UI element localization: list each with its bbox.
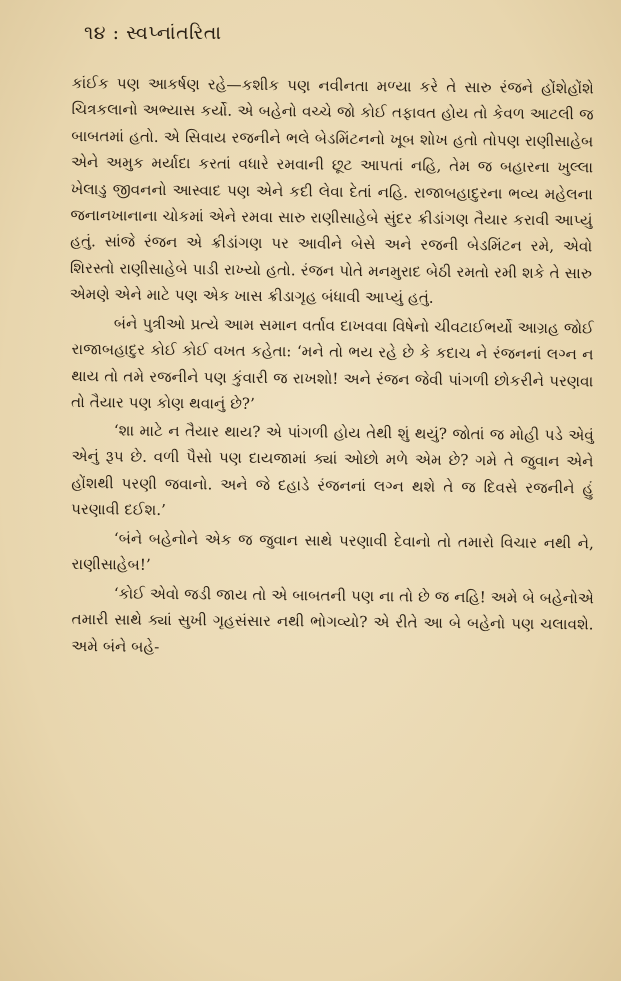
paragraph-5: ‘કોઈ એવો જડી જાય તો એ બાબતની પણ ના તો છે જ નહિ! અમે બે બહેનોએ તમારી સાથે ક્યાં સુખી ગૃહસંસાર નથી ભોગવ્યો? એ રીતે આ બે બહેનો પણ ચલાવશે. અમે બંને બહે-: [71, 584, 594, 656]
chapter-title: સ્વપ્નાંતરિતા: [126, 22, 222, 44]
paragraph-3: ‘શા માટે ન તૈયાર થાય? એ પાંગળી હોય તેથી શું થયું? જોતાં જ મોહી પડે એવું એનું રૂપ છે. વળી પૈસો પણ દાયજામાં ક્યાં ઓછો મળે એમ છે? ગમે તે જુવાન એને હોંશથી પરણી જવાનો. અને જે દહાડે રંજનનાં લગ્ન થશે તે જ દિવસે રજનીને હું પરણાવી દઈશ.’: [70, 421, 594, 520]
paragraph-4: ‘બંને બહેનોને એક જ જુવાન સાથે પરણાવી દેવાનો તો તમારો વિચાર નથી ને, રાણીસાહેબ!’: [71, 529, 594, 575]
paragraph-2: બંને પુત્રીઓ પ્રત્યે આમ સમાન વર્તાવ દાખવવા વિષેનો ચીવટાઈભર્યો આગ્રહ જોઈ રાજાબહાદુર કોઈ કોઈ વખત કહેતા: ‘મને તો ભય રહે છે કે કદાચ ને રંજનનાં લગ્ન ન થાય તો તમે રજનીને પણ કુંવારી જ રાખશો! અને રંજન જેવી પાંગળી છોકરીને પરણવા તો તૈયાર પણ કોણ થવાનું છે?’: [70, 314, 594, 413]
body-text: [69, 70, 594, 659]
header-separator: :: [112, 22, 120, 44]
paragraph-1: કાંઈક પણ આકર્ષણ રહે—કશીક પણ નવીનતા મળ્યા કરે તે સારુ રંજને હોંશેહોંશે ચિત્રકલાનો અભ્યાસ કર્યો. એ બહેનો વચ્ચે જો કોઈ તફાવત હોય તો કેવળ આટલી જ બાબતમાં હતો. એ સિવાય રજનીને ભલે બેડમિંટનનો ખૂબ શોખ હતો તોપણ રાણીસાહેબ એને અમુક મર્યાદા કરતાં વધારે રમવાની છૂટ આપતાં નહિ, તેમ જ બહારના ખુલ્લા ખેલાડુ જીવનનો આસ્વાદ પણ એને કદી લેવા દેતાં નહિ. રાજાબહાદુરના ભવ્ય મહેલના જનાનખાનાના ચોકમાં એને રમવા સારુ રાણીસાહેબે સુંદર ક્રીડાંગણ તૈયાર કરાવી આપ્યું હતું. સાંજે રંજન એ ક્રીડાંગણ પર આવીને બેસે અને રજની બેડમિંટન રમે, એવો શિરસ્તો રાણીસાહેબે પાડી રાખ્યો હતો. રંજન પોતે મનમુરાદ બેઠી રમતો રમી શકે તે સારુ એમણે એને માટે પણ એક ખાસ ક્રીડાગૃહ બંધાવી આપ્યું હતું.: [69, 73, 594, 308]
page-number: ૧૪: [84, 22, 107, 44]
running-header: [84, 22, 222, 44]
